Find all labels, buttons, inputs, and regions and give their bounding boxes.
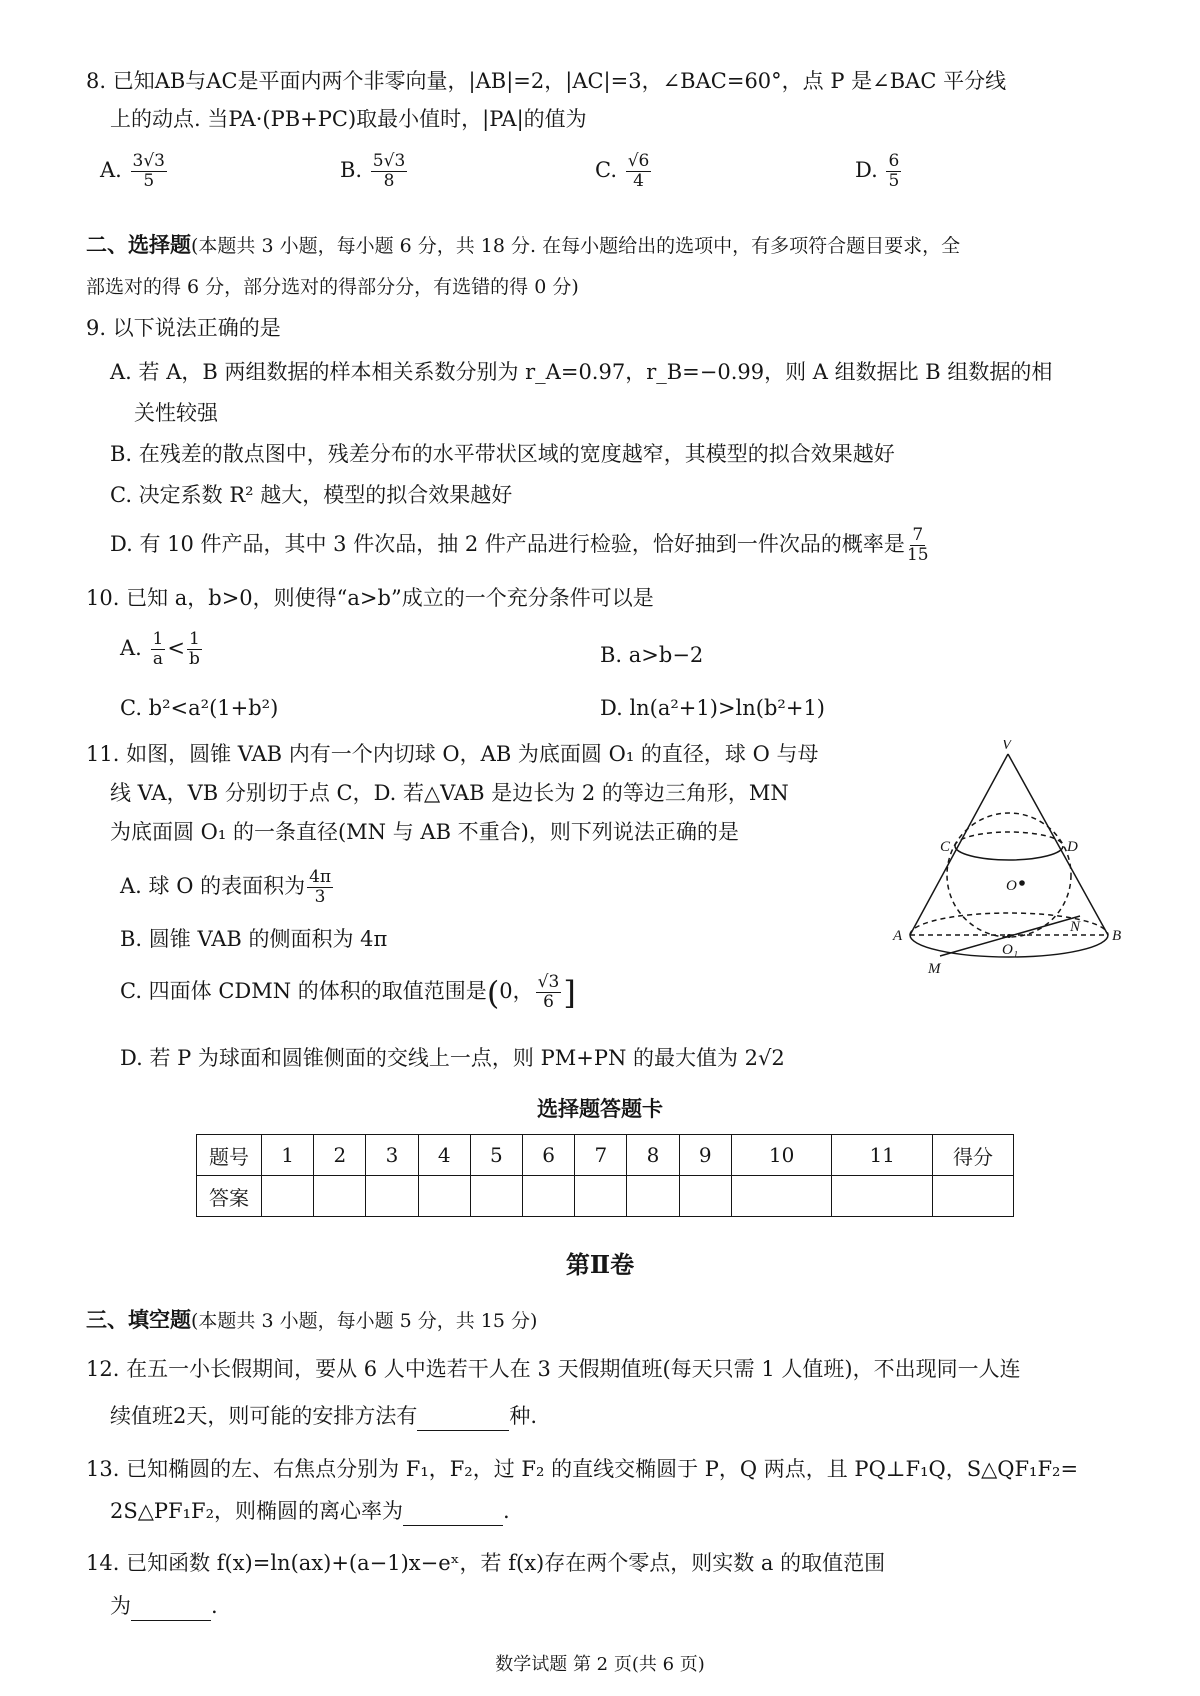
label-o1: O₁ [1002, 942, 1019, 958]
q11-option-c: C. 四面体 CDMN 的体积的取值范围是(0， $\frac{√3}{6}$ ] [120, 972, 576, 1012]
q9-option-d: D. 有 10 件产品，其中 3 件次品，抽 2 件产品进行检验，恰好抽到一件次品的概率是 $\frac{7}{15}$ [110, 525, 929, 565]
card-answer-cell[interactable] [679, 1176, 731, 1217]
q8-option-a: A. $\frac{3√3}{5}$ [100, 151, 165, 191]
card-cell: 6 [523, 1135, 575, 1176]
card-cell: 1 [262, 1135, 314, 1176]
label-d: D [1067, 839, 1078, 855]
card-answer-cell[interactable] [627, 1176, 679, 1217]
cone-figure [890, 740, 1130, 980]
card-cell: 5 [470, 1135, 522, 1176]
q12-line1: 12. 在五一小长假期间，要从 6 人中选若干人在 3 天假期值班(每天只需 1 人值班)，不出现同一人连 [86, 1357, 1021, 1381]
q8-option-b: B. $\frac{5√3}{8}$ [340, 151, 406, 191]
q9-option-b: B. 在残差的散点图中，残差分布的水平带状区域的宽度越窄，其模型的拟合效果越好 [110, 442, 895, 466]
card-score-cell[interactable] [933, 1176, 1014, 1217]
section2-line1: 二、选择题(本题共 3 小题，每小题 6 分，共 18 分. 在每小题给出的选项中，有多项符合题目要求，全 [86, 232, 961, 257]
card-cell: 10 [731, 1135, 832, 1176]
tangent-circle-front [955, 846, 1063, 860]
label-c: C [940, 839, 951, 855]
q10-stem: 10. 已知 a，b>0，则使得“a>b”成立的一个充分条件可以是 [86, 586, 654, 610]
cone-side-left [910, 754, 1008, 935]
answer-card-header-row [197, 1135, 1014, 1176]
answer-card-table [196, 1134, 1014, 1217]
label-b: B [1112, 928, 1122, 944]
q11-stem-line3: 为底面圆 O₁ 的一条直径(MN 与 AB 不重合)，则下列说法正确的是 [110, 820, 739, 844]
card-cell-score: 得分 [933, 1135, 1014, 1176]
q8-option-c: C. $\frac{√6}{4}$ [595, 151, 650, 191]
label-m: M [928, 961, 941, 977]
card-cell: 11 [832, 1135, 933, 1176]
q11-stem-line1: 11. 如图，圆锥 VAB 内有一个内切球 O，AB 为底面圆 O₁ 的直径，球 O 与母 [86, 742, 819, 766]
card-answer-cell[interactable] [366, 1176, 418, 1217]
card-cell: 2 [314, 1135, 366, 1176]
answer-card-title: 选择题答题卡 [537, 1096, 663, 1121]
q11-stem-line2: 线 VA，VB 分别切于点 C，D. 若△VAB 是边长为 2 的等边三角形，MN [110, 781, 789, 805]
q14-line2: 为 . [110, 1590, 218, 1621]
card-cell: 8 [627, 1135, 679, 1176]
label-v: V [1002, 740, 1012, 753]
card-answer-cell[interactable] [314, 1176, 366, 1217]
q8-option-d: D. $\frac{6}{5}$ [855, 151, 900, 191]
card-cell: 4 [418, 1135, 470, 1176]
card-answer-cell[interactable] [575, 1176, 627, 1217]
card-answer-cell[interactable] [731, 1176, 832, 1217]
q11-option-b: B. 圆锥 VAB 的侧面积为 4π [120, 927, 388, 951]
card-cell: 7 [575, 1135, 627, 1176]
card-answer-label: 答案 [197, 1176, 262, 1217]
card-cell-label: 题号 [197, 1135, 262, 1176]
section2-line2: 部选对的得 6 分，部分选对的得部分分，有选错的得 0 分) [86, 276, 579, 298]
q10-option-b: B. a>b−2 [600, 643, 704, 667]
card-cell: 3 [366, 1135, 418, 1176]
q9-option-c: C. 决定系数 R² 越大，模型的拟合效果越好 [110, 483, 513, 507]
volume-2-title: 第Ⅱ卷 [565, 1250, 635, 1279]
q10-option-d: D. ln(a²+1)>ln(b²+1) [600, 696, 826, 720]
q12-answer-blank[interactable] [417, 1400, 509, 1431]
card-answer-cell[interactable] [523, 1176, 575, 1217]
q10-option-a: A. $\frac{1}{a}$ < $\frac{1}{b}$ [120, 629, 200, 669]
answer-card-answer-row [197, 1176, 1014, 1217]
q8-stem-line2: 上的动点. 当PA·(PB+PC)取最小值时，|PA|的值为 [110, 107, 587, 131]
label-a: A [893, 928, 903, 944]
tangent-circle-back [955, 832, 1063, 846]
q11-option-d: D. 若 P 为球面和圆锥侧面的交线上一点，则 PM+PN 的最大值为 2√2 [120, 1046, 785, 1070]
card-answer-cell[interactable] [832, 1176, 933, 1217]
q13-line1: 13. 已知椭圆的左、右焦点分别为 F₁，F₂，过 F₂ 的直线交椭圆于 P，Q 两点，且 PQ⊥F₁Q，S△QF₁F₂= [86, 1457, 1079, 1481]
section3-line: 三、填空题(本题共 3 小题，每小题 5 分，共 15 分) [86, 1307, 538, 1332]
q13-answer-blank[interactable] [403, 1495, 503, 1526]
q14-answer-blank[interactable] [131, 1590, 211, 1621]
q11-option-a: A. 球 O 的表面积为 $\frac{4\pi}{3}$ [120, 867, 332, 907]
center-o-dot [1019, 880, 1025, 886]
center-o1-dot [1007, 934, 1011, 938]
section2-heading: 二、选择题 [86, 232, 191, 257]
card-answer-cell[interactable] [262, 1176, 314, 1217]
q10-option-c: C. b²<a²(1+b²) [120, 696, 279, 720]
q9-option-a-line2: 关性较强 [134, 401, 218, 425]
q14-line1: 14. 已知函数 f(x)=ln(ax)+(a−1)x−eˣ，若 f(x)存在两个零点，则实数 a 的取值范围 [86, 1551, 886, 1575]
label-n: N [1070, 919, 1081, 935]
q9-option-a-line1: A. 若 A，B 两组数据的样本相关系数分别为 r_A=0.97，r_B=−0.99，则 A 组数据比 B 组数据的相 [110, 360, 1053, 384]
label-o: O [1006, 878, 1017, 894]
page-footer: 数学试题 第 2 页(共 6 页) [495, 1654, 705, 1675]
card-answer-cell[interactable] [418, 1176, 470, 1217]
q13-line2: 2S△PF₁F₂，则椭圆的离心率为 . [110, 1495, 510, 1526]
q12-line2: 续值班2天，则可能的安排方法有 种. [110, 1400, 537, 1431]
cone-side-right [1008, 754, 1108, 935]
card-answer-cell[interactable] [470, 1176, 522, 1217]
card-cell: 9 [679, 1135, 731, 1176]
q9-stem: 9. 以下说法正确的是 [86, 316, 281, 340]
q8-stem-line1: 8. 已知AB与AC是平面内两个非零向量，|AB|=2，|AC|=3，∠BAC=60°，点 P 是∠BAC 平分线 [86, 69, 1007, 93]
section3-heading: 三、填空题 [86, 1307, 191, 1332]
